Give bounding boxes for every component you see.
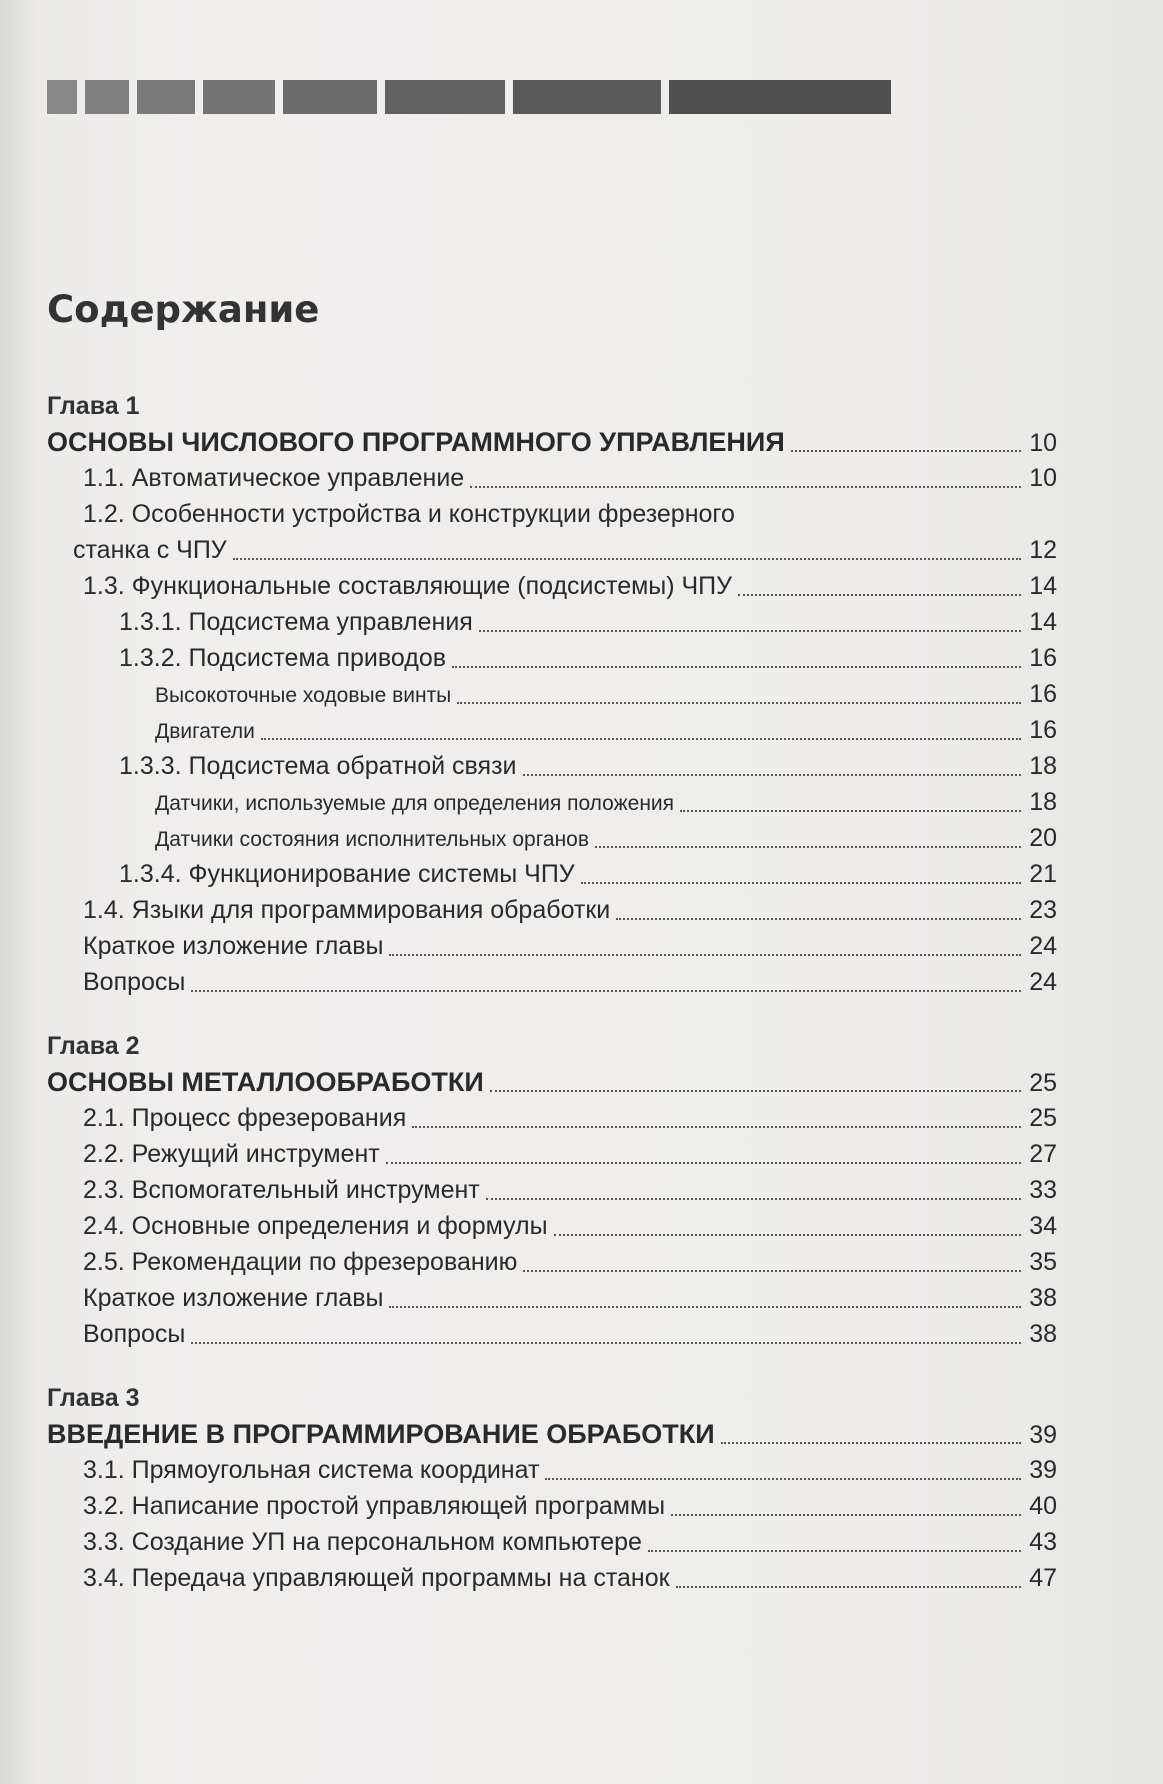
entry-title: Датчики состояния исполнительных органов (155, 828, 590, 851)
header-bar-segment (137, 80, 195, 114)
page-number: 10 (1029, 429, 1057, 457)
toc-entry[interactable] (47, 748, 1057, 784)
page-number: 25 (1029, 1069, 1057, 1097)
page-number: 43 (1029, 1528, 1057, 1556)
page-number: 47 (1029, 1564, 1057, 1592)
chapter-label: Глава 2 (47, 1032, 140, 1060)
toc-entry[interactable] (47, 532, 1057, 568)
page-number: 12 (1029, 536, 1057, 564)
header-bar-segment (513, 80, 661, 114)
page-number: 38 (1029, 1320, 1057, 1348)
page-number: 39 (1029, 1421, 1057, 1449)
entry-title: 2.3. Вспомогательный инструмент (83, 1176, 480, 1204)
header-bar-segment (283, 80, 377, 114)
dot-leader (261, 738, 1021, 740)
page-number: 27 (1029, 1140, 1057, 1168)
dot-leader (545, 1478, 1021, 1480)
header-bar-segment (203, 80, 275, 114)
page-number: 23 (1029, 896, 1057, 924)
page-number: 35 (1029, 1248, 1057, 1276)
page-number: 18 (1029, 788, 1057, 816)
dot-leader (738, 594, 1021, 596)
dot-leader (389, 1306, 1021, 1308)
header-decorative-bar (47, 80, 891, 114)
chapter-label: Глава 1 (47, 392, 140, 420)
dot-leader (412, 1126, 1021, 1128)
entry-title: 3.1. Прямоугольная система координат (83, 1456, 540, 1484)
page-number: 24 (1029, 932, 1057, 960)
chapter-label: Глава 3 (47, 1384, 140, 1412)
toc-entry[interactable] (47, 1524, 1057, 1560)
entry-title: 1.3. Функциональные составляющие (подсистемы) ЧПУ (83, 572, 733, 600)
toc-entry[interactable] (47, 604, 1057, 640)
page-title: Содержание (47, 288, 320, 331)
toc-entry[interactable] (47, 892, 1057, 928)
dot-leader (554, 1234, 1021, 1236)
toc-entry[interactable] (47, 676, 1057, 712)
entry-title: Высокоточные ходовые винты (155, 684, 452, 707)
page-number: 33 (1029, 1176, 1057, 1204)
dot-leader (452, 666, 1021, 668)
entry-title: 3.4. Передача управляющей программы на станок (83, 1564, 670, 1592)
dot-leader (791, 450, 1021, 452)
entry-title: Двигатели (155, 720, 255, 743)
entry-title: 1.3.1. Подсистема управления (119, 608, 473, 636)
toc-chapter-entry[interactable] (47, 1064, 1057, 1100)
dot-leader (386, 1162, 1021, 1164)
dot-leader (470, 486, 1021, 488)
toc-entry[interactable] (47, 1100, 1057, 1136)
toc-entry[interactable] (47, 1452, 1057, 1488)
entry-title: 3.2. Написание простой управляющей программы (83, 1492, 666, 1520)
entry-title: 1.3.4. Функционирование системы ЧПУ (119, 860, 575, 888)
toc-entry[interactable] (47, 1172, 1057, 1208)
toc-entry[interactable] (47, 820, 1057, 856)
dot-leader (680, 810, 1021, 812)
entry-title: 2.1. Процесс фрезерования (83, 1104, 407, 1132)
toc-chapter-entry[interactable] (47, 424, 1057, 460)
page-number: 24 (1029, 968, 1057, 996)
page-number: 10 (1029, 464, 1057, 492)
entry-title: 1.4. Языки для программирования обработки (83, 896, 611, 924)
toc-entry[interactable] (47, 1244, 1057, 1280)
toc-entry-line[interactable]: 1.2. Особенности устройства и конструкции фрезерного (83, 500, 735, 528)
entry-title: 2.5. Рекомендации по фрезерованию (83, 1248, 518, 1276)
dot-leader (479, 630, 1021, 632)
page-number: 18 (1029, 752, 1057, 780)
entry-title: Датчики, используемые для определения положения (155, 792, 675, 815)
entry-title: Краткое изложение главы (83, 1284, 384, 1312)
dot-leader (490, 1090, 1021, 1092)
dot-leader (523, 1270, 1021, 1272)
page-number: 16 (1029, 716, 1057, 744)
toc-entry[interactable] (47, 964, 1057, 1000)
toc-entry[interactable] (47, 856, 1057, 892)
toc-entry[interactable] (47, 1488, 1057, 1524)
page-number: 14 (1029, 608, 1057, 636)
dot-leader (676, 1586, 1021, 1588)
toc-entry[interactable] (47, 1560, 1057, 1596)
dot-leader (648, 1550, 1021, 1552)
header-bar-segment (47, 80, 77, 114)
dot-leader (523, 774, 1022, 776)
entry-title: 2.4. Основные определения и формулы (83, 1212, 548, 1240)
page-number: 16 (1029, 644, 1057, 672)
toc-entry[interactable] (47, 1280, 1057, 1316)
entry-title: Вопросы (83, 968, 186, 996)
toc-entry[interactable] (47, 712, 1057, 748)
entry-title: ВВЕДЕНИЕ В ПРОГРАММИРОВАНИЕ ОБРАБОТКИ (47, 1419, 715, 1449)
page-number: 16 (1029, 680, 1057, 708)
page-number: 21 (1029, 860, 1057, 888)
toc-entry[interactable] (47, 784, 1057, 820)
page-number: 39 (1029, 1456, 1057, 1484)
table-of-contents (47, 388, 1057, 1596)
page-number: 40 (1029, 1492, 1057, 1520)
entry-title: 3.3. Создание УП на персональном компьютере (83, 1528, 642, 1556)
header-bar-segment (385, 80, 505, 114)
dot-leader (389, 954, 1021, 956)
entry-title: Вопросы (83, 1320, 186, 1348)
header-bar-segment (85, 80, 129, 114)
toc-entry[interactable] (47, 928, 1057, 964)
entry-title: Краткое изложение главы (83, 932, 384, 960)
dot-leader (581, 882, 1021, 884)
entry-title: ОСНОВЫ МЕТАЛЛООБРАБОТКИ (47, 1067, 484, 1097)
page-number: 38 (1029, 1284, 1057, 1312)
entry-title: 2.2. Режущий инструмент (83, 1140, 380, 1168)
dot-leader (721, 1442, 1021, 1444)
dot-leader (191, 1342, 1021, 1344)
entry-title: станка с ЧПУ (73, 536, 227, 564)
page-number: 34 (1029, 1212, 1057, 1240)
toc-entry[interactable] (47, 568, 1057, 604)
toc-entry[interactable] (47, 460, 1057, 496)
page-number: 20 (1029, 824, 1057, 852)
toc-entry[interactable] (47, 1136, 1057, 1172)
dot-leader (595, 846, 1021, 848)
toc-chapter-entry[interactable] (47, 1416, 1057, 1452)
toc-entry[interactable] (47, 640, 1057, 676)
toc-entry[interactable] (47, 1208, 1057, 1244)
dot-leader (233, 558, 1021, 560)
dot-leader (457, 702, 1021, 704)
dot-leader (616, 918, 1021, 920)
page-number: 14 (1029, 572, 1057, 600)
dot-leader (671, 1514, 1021, 1516)
entry-title: ОСНОВЫ ЧИСЛОВОГО ПРОГРАММНОГО УПРАВЛЕНИЯ (47, 427, 785, 457)
page-number: 25 (1029, 1104, 1057, 1132)
header-bar-segment (669, 80, 891, 114)
dot-leader (191, 990, 1021, 992)
entry-title: 1.3.3. Подсистема обратной связи (119, 752, 517, 780)
dot-leader (486, 1198, 1021, 1200)
entry-title: 1.1. Автоматическое управление (83, 464, 465, 492)
toc-entry[interactable] (47, 1316, 1057, 1352)
entry-title: 1.3.2. Подсистема приводов (119, 644, 447, 672)
